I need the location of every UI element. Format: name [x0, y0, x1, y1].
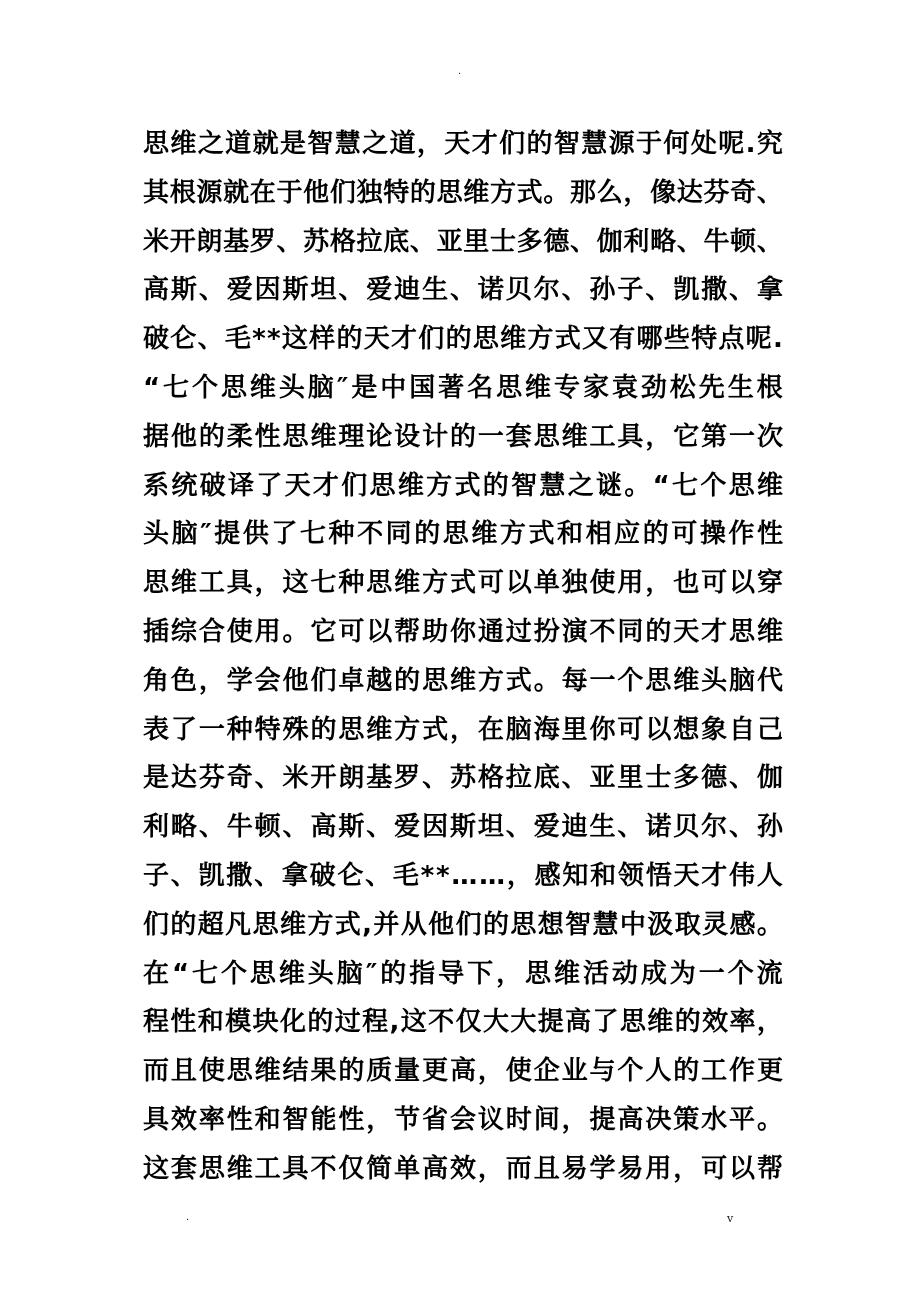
text-line: 插 综 合 使 用 。 它 可 以 帮 助 你 通 过 扮 演 不 同 的 天 才 思 维 [143, 616, 783, 647]
text-line: 是 达 芬 奇 、 米 开 朗 基 罗 、 苏 格 拉 底 、 亚 里 士 多 德 、 伽 [143, 763, 783, 794]
text-line: 据 他 的 柔 性 思 维 理 论 设 计 的 一 套 思 维 工 具 ， 它 第 一 次 [143, 421, 783, 452]
text-line: 具 效 率 性 和 智 能 性 ， 节 省 会 议 时 间 ， 提 高 决 策 水 平 。 [143, 1104, 783, 1135]
body-text [143, 120, 783, 1194]
text-line: 程 性 和 模 块 化 的 过 程 , 这 不 仅 大 大 提 高 了 思 维 的 效 率 ， [143, 1007, 783, 1038]
text-line: 而 且 使 思 维 结 果 的 质 量 更 高 ， 使 企 业 与 个 人 的 工 作 更 [143, 1056, 783, 1087]
text-line: 子 、 凯 撒 、 拿 破 仑 、 毛 * * … … ， 感 知 和 领 悟 天 才 伟 人 [143, 860, 783, 891]
header-dot: . [458, 66, 462, 77]
footer-page-mark: v [727, 1212, 734, 1225]
text-line: 利 略 、 牛 顿 、 高 斯 、 爱 因 斯 坦 、 爱 迪 生 、 诺 贝 尔 、 孙 [143, 812, 783, 843]
text-line: “ 七 个 思 维 头 脑 ″ 是 中 国 著 名 思 维 专 家 袁 劲 松 先 生 根 [143, 372, 783, 403]
text-line: 思 维 工 具 ， 这 七 种 思 维 方 式 可 以 单 独 使 用 ， 也 可 以 穿 [143, 568, 783, 599]
text-line: 表 了 一 种 特 殊 的 思 维 方 式 ， 在 脑 海 里 你 可 以 想 象 自 己 [143, 714, 783, 745]
text-line: 们 的 超 凡 思 维 方 式 , 并 从 他 们 的 思 想 智 慧 中 汲 取 灵 感 。 [143, 909, 783, 940]
footer-left-dot: . [186, 1212, 190, 1223]
text-line: 米 开 朗 基 罗 、 苏 格 拉 底 、 亚 里 士 多 德 、 伽 利 略 、 牛 顿 、 [143, 226, 783, 257]
text-line: 思 维 之 道 就 是 智 慧 之 道 ， 天 才 们 的 智 慧 源 于 何 处 呢 . 究 [143, 129, 783, 159]
text-line: 在 “ 七 个 思 维 头 脑 ″ 的 指 导 下 ， 思 维 活 动 成 为 一 个 流 [143, 958, 783, 989]
text-line: 其 根 源 就 在 于 他 们 独 特 的 思 维 方 式 。 那 么 ， 像 达 芬 奇 、 [143, 177, 783, 208]
text-line: 这 套 思 维 工 具 不 仅 简 单 高 效 ， 而 且 易 学 易 用 ， 可 以 帮 [143, 1153, 783, 1184]
text-line: 系 统 破 译 了 天 才 们 思 维 方 式 的 智 慧 之 谜 。 “ 七 个 思 维 [143, 470, 783, 501]
text-line: 头 脑 ″ 提 供 了 七 种 不 同 的 思 维 方 式 和 相 应 的 可 操 作 性 [143, 519, 783, 550]
text-line: 破 仑 、 毛 * * 这 样 的 天 才 们 的 思 维 方 式 又 有 哪 些 特 点 呢 . [143, 324, 783, 355]
text-line: 角 色 ， 学 会 他 们 卓 越 的 思 维 方 式 。 每 一 个 思 维 头 脑 代 [143, 665, 783, 696]
text-line: 高 斯 、 爱 因 斯 坦 、 爱 迪 生 、 诺 贝 尔 、 孙 子 、 凯 撒 、 拿 [143, 275, 783, 306]
